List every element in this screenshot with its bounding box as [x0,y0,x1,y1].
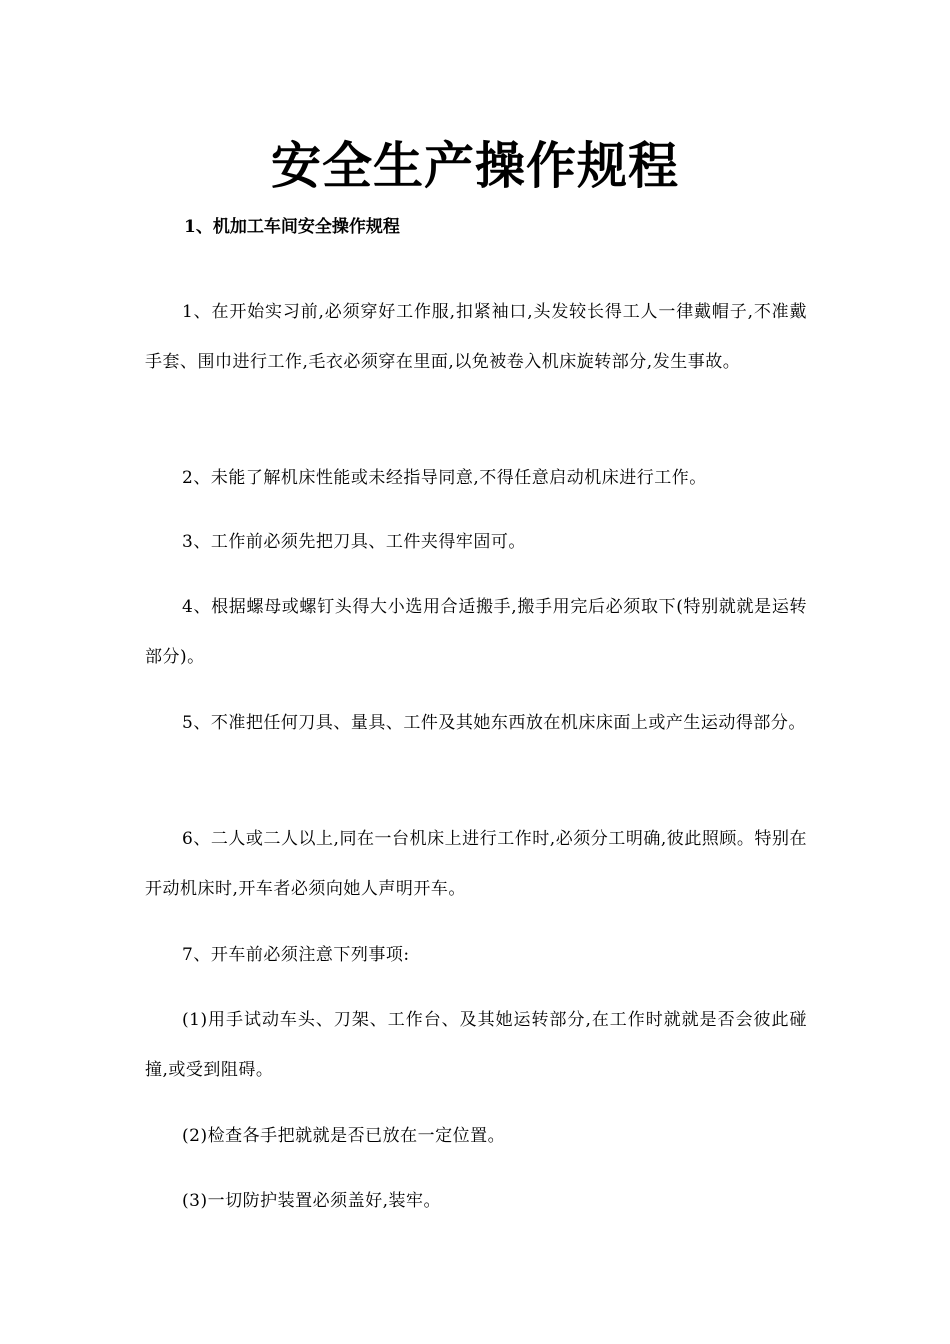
paragraph: 1、在开始实习前,必须穿好工作服,扣紧袖口,头发较长得工人一律戴帽子,不准戴手套、围巾进行工作,毛衣必须穿在里面,以免被卷入机床旋转部分,发生事故。 [145,302,807,372]
section-heading: 1、机加工车间安全操作规程 [184,217,400,237]
paragraph: 6、二人或二人以上,同在一台机床上进行工作时,必须分工明确,彼此照顾。特别在开动机床时,开车者必须向她人声明开车。 [145,829,807,899]
paragraph: (1)用手试动车头、刀架、工作台、及其她运转部分,在工作时就就是否会彼此碰撞,或受到阻碍。 [145,1010,807,1080]
paragraph: 4、根据螺母或螺钉头得大小选用合适搬手,搬手用完后必须取下(特别就就是运转部分)。 [145,597,807,667]
paragraph: (3)一切防护装置必须盖好,装牢。 [182,1191,441,1211]
paragraph: 7、开车前必须注意下列事项: [182,945,410,965]
paragraph: 2、未能了解机床性能或未经指导同意,不得任意启动机床进行工作。 [182,468,707,488]
document-title: 安全生产操作规程 [271,136,679,195]
paragraph: 3、工作前必须先把刀具、工件夹得牢固可。 [182,532,526,552]
paragraph: 5、不准把任何刀具、量具、工件及其她东西放在机床床面上或产生运动得部分。 [182,713,806,733]
paragraph: (2)检查各手把就就是否已放在一定位置。 [182,1126,506,1146]
